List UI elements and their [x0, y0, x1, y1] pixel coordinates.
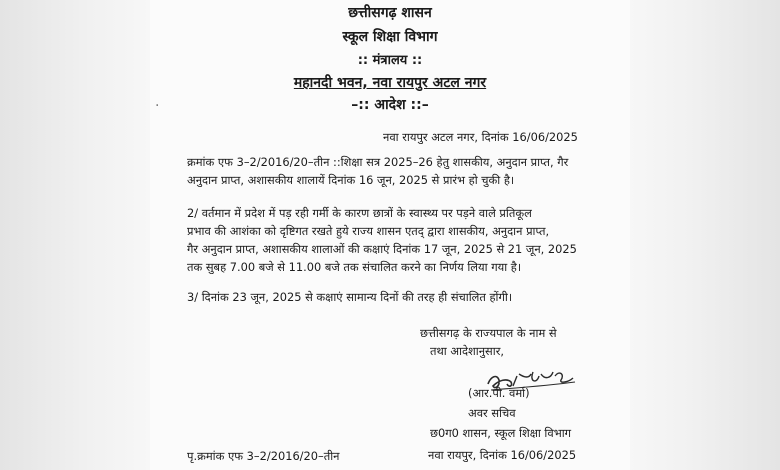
header-order-title: –:: आदेश ::– [351, 97, 429, 113]
signature-line-2: तथा आदेशानुसार, [430, 344, 504, 358]
background-left [0, 0, 150, 470]
header-address: महानदी भवन, नवा रायपुर अटल नगर [293, 75, 487, 91]
officer-place-date: नवा रायपुर, दिनांक 16/06/2025 [428, 448, 577, 462]
header-department: स्कूल शिक्षा विभाग [342, 29, 438, 45]
para2-line-1: 2/ वर्तमान में प्रदेश में पड़ रही गर्मी के कारण छात्रों के स्वास्थ्य पर पड़ने वाले प्रतिकूल [187, 206, 532, 220]
reference-line-1: क्रमांक एफ 3–2/2016/20–तीन ::शिक्षा सत्र 2025–26 हेतु शासकीय, अनुदान प्राप्त, गैर [187, 155, 569, 169]
header-government: छत्तीसगढ़ शासन [348, 5, 432, 21]
para3: 3/ दिनांक 23 जून, 2025 से कक्षाएं सामान्य दिनों की तरह ही संचालित होंगी। [187, 290, 513, 304]
reference-line-2: अनुदान प्राप्त, अशासकीय शालायें दिनांक 16 जून, 2025 से प्रारंभ हो चुकी है। [187, 173, 515, 187]
para2-line-2: प्रभाव की आशंका को दृष्टिगत रखते हुये राज्य शासन एतद् द्वारा शासकीय, अनुदान प्राप्त, [187, 224, 550, 238]
para2-line-3: गैर अनुदान प्राप्त, अशासकीय शालाओं की कक्षाएं दिनांक 17 जून, 2025 से 21 जून, 2025 [187, 242, 577, 256]
margin-mark: · [155, 98, 160, 114]
order-date: नवा रायपुर अटल नगर, दिनांक 16/06/2025 [383, 130, 578, 144]
document-page [150, 0, 630, 470]
officer-designation: अवर सचिव [468, 406, 516, 420]
header-ministry: :: मंत्रालय :: [357, 53, 423, 68]
para2-line-4: तक सुबह 7.00 बजे से 11.00 बजे तक संचालित करने का निर्णय लिया गया है। [187, 260, 522, 274]
background-right [630, 0, 780, 470]
signature-line-1: छत्तीसगढ़ के राज्यपाल के नाम से [420, 326, 557, 340]
footer-reference: पृ.क्रमांक एफ 3–2/2016/20–तीन [187, 449, 340, 463]
officer-name: (आर.पी. वर्मा) [468, 386, 530, 400]
officer-department: छ0ग0 शासन, स्कूल शिक्षा विभाग [430, 426, 572, 440]
